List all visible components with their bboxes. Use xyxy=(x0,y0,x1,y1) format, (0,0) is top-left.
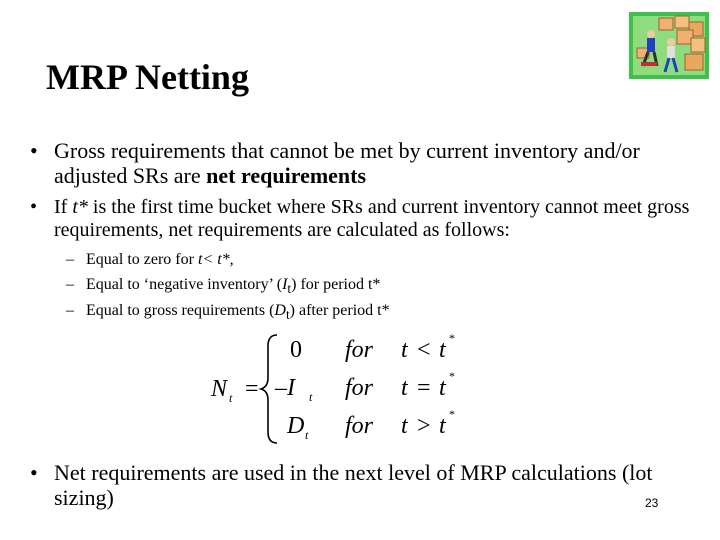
formula-row-value: D xyxy=(287,413,305,439)
formula-row-rhs: t xyxy=(439,337,446,363)
sub-bullet-marker: – xyxy=(66,302,74,319)
workers-moving-boxes-icon xyxy=(629,12,709,79)
sub-bullet-text: Equal to ‘negative inventory’ $(I_t)$ for period t* xyxy=(86,276,381,297)
sub-bullet-marker: – xyxy=(66,251,74,268)
formula-row-value: –I xyxy=(275,375,295,401)
formula-row-op: > xyxy=(417,413,431,439)
formula-row-2 xyxy=(274,369,455,404)
sub-bullet-marker: – xyxy=(66,276,74,293)
formula-row-word: for xyxy=(345,413,374,439)
formula-row-star: * xyxy=(449,331,455,345)
formula-row-word: for xyxy=(345,375,374,401)
formula-row-word: for xyxy=(345,337,374,363)
formula-row-rhs: t xyxy=(439,413,446,439)
formula-row-op: < xyxy=(417,337,431,363)
formula-lhs: N xyxy=(211,376,228,402)
formula-row-subscript: t xyxy=(309,390,313,404)
bullet-marker: • xyxy=(30,196,38,218)
formula-lhs-subscript: t xyxy=(229,391,233,405)
formula-row-star: * xyxy=(449,369,455,383)
bullet-marker: • xyxy=(30,460,38,485)
net-requirements-formula xyxy=(205,330,475,450)
formula-row-var: t xyxy=(401,375,408,401)
formula-row-1 xyxy=(290,331,455,363)
formula-row-op: = xyxy=(417,375,431,401)
bullet-marker: • xyxy=(30,138,38,163)
formula-row-var: t xyxy=(401,413,408,439)
sub-bullet-text: Equal to gross requirements $(D_t)$ after period t* xyxy=(86,302,390,323)
bullet-text: If t* is the first time bucket where SRs and current inventory cannot meet gross requirements, net requirements are calculated as follows: xyxy=(54,196,690,241)
formula-row-var: t xyxy=(401,337,408,363)
bullet-text: Net requirements are used in the next level of MRP calculations (lot sizing) xyxy=(54,460,653,510)
formula-row-value: 0 xyxy=(290,337,302,363)
formula-row-rhs: t xyxy=(439,375,446,401)
formula-row-star: * xyxy=(449,407,455,421)
sub-bullet-text: Equal to zero for t< t*, xyxy=(86,251,234,268)
bullet-text: Gross requirements that cannot be met by current inventory and/or adjusted SRs are net requirements xyxy=(54,138,640,188)
formula-row-subscript: t xyxy=(305,428,309,442)
formula-row-3 xyxy=(286,407,455,442)
net-requirements-term: net requirements xyxy=(206,163,367,188)
page-number: 23 xyxy=(645,496,659,510)
formula-equals: = xyxy=(245,376,259,402)
slide-title: MRP Netting xyxy=(46,57,249,97)
